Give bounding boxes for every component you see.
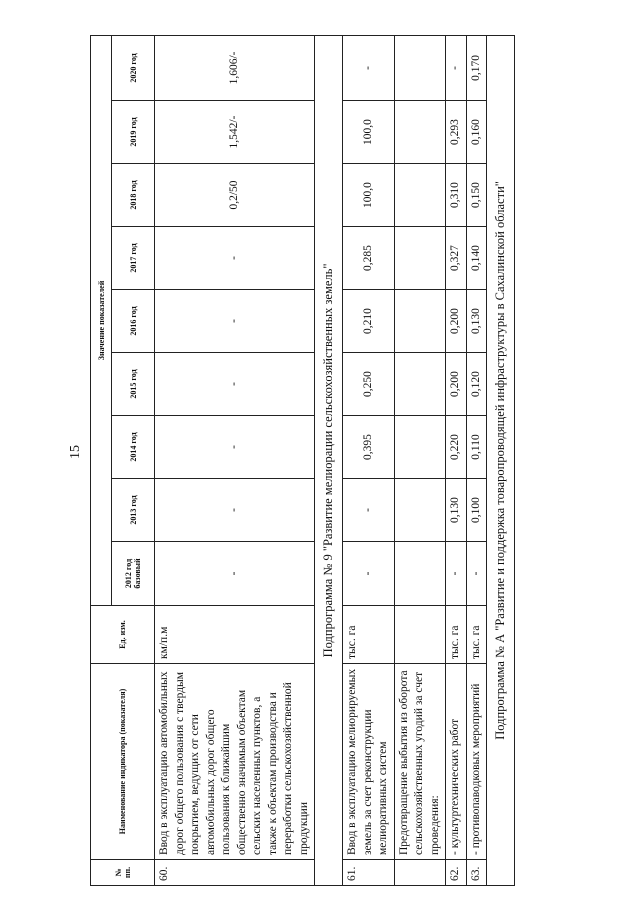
subprogram-row: [315, 35, 343, 885]
row-number: 61.: [343, 860, 395, 886]
unit-cell: км/п.м: [155, 606, 315, 664]
indicator-name: - культуртехнических работ: [446, 664, 467, 860]
table-row: [394, 35, 446, 885]
row-number: 63.: [466, 860, 487, 886]
value-cell: -: [155, 353, 315, 416]
value-cell: 0,2/50: [155, 164, 315, 227]
header-year: 2012 год базовый: [112, 542, 155, 606]
value-cell: [394, 164, 446, 227]
indicator-name: Ввод в эксплуатацию мелиорируемых земель за счет реконструкции мелиоративных систем: [343, 664, 395, 860]
row-number: 60.: [155, 860, 315, 886]
indicator-name: Предотвращение выбытия из оборота сельскохозяйственных угодий за счет проведения:: [394, 664, 446, 860]
value-cell: -: [155, 290, 315, 353]
header-year: 2013 год: [112, 479, 155, 542]
value-cell: 0,170: [466, 35, 487, 100]
header-no: № пп.: [91, 860, 155, 886]
value-cell: [394, 353, 446, 416]
indicator-name: Ввод в эксплуатацию автомобильных дорог общего пользования с твердым покрытием, ведущих от сети автомобильных дорог общего пользования к ближайшим общественно значимым объектам сельских населенных пунктов, а также к объектам производства и переработки сельскохозяйственной продукции: [155, 664, 315, 860]
value-cell: 0,200: [446, 290, 467, 353]
value-cell: 0,285: [343, 227, 395, 290]
value-cell: 0,100: [466, 479, 487, 542]
header-unit: Ед. изм.: [91, 606, 155, 664]
subprogram-row: [487, 35, 515, 885]
value-cell: 0,130: [466, 290, 487, 353]
unit-cell: тыс. га: [446, 606, 467, 664]
value-cell: -: [155, 416, 315, 479]
value-cell: 0,200: [446, 353, 467, 416]
table-row: [446, 35, 467, 885]
header-year: 2015 год: [112, 353, 155, 416]
header-year: 2019 год: [112, 101, 155, 164]
indicator-table: [90, 35, 515, 886]
unit-cell: тыс. га: [343, 606, 395, 664]
value-cell: -: [446, 542, 467, 606]
value-cell: -: [343, 542, 395, 606]
value-cell: 0,250: [343, 353, 395, 416]
header-year: 2014 год: [112, 416, 155, 479]
subprogram-title: Подпрограмма № 9 "Развитие мелиорации сельскохозяйственных земель": [315, 35, 343, 885]
value-cell: -: [466, 542, 487, 606]
page-number: 15: [68, 445, 83, 459]
value-cell: 100,0: [343, 101, 395, 164]
value-cell: 1,542/-: [155, 101, 315, 164]
value-cell: [394, 227, 446, 290]
value-cell: -: [155, 542, 315, 606]
value-cell: 0,210: [343, 290, 395, 353]
value-cell: [394, 416, 446, 479]
value-cell: -: [343, 479, 395, 542]
value-cell: -: [343, 35, 395, 100]
header-values: Значение показателей: [91, 35, 112, 605]
unit-cell: тыс. га: [466, 606, 487, 664]
value-cell: 0,150: [466, 164, 487, 227]
value-cell: 0,120: [466, 353, 487, 416]
table-row: [343, 35, 395, 885]
row-number: [394, 860, 446, 886]
value-cell: 0,293: [446, 101, 467, 164]
value-cell: 1,606/-: [155, 35, 315, 100]
value-cell: -: [446, 35, 467, 100]
unit-cell: [394, 606, 446, 664]
rotated-sheet: [90, 36, 550, 886]
indicator-name: - противопаводковых мероприятий: [466, 664, 487, 860]
value-cell: [394, 290, 446, 353]
table-row: [466, 35, 487, 885]
value-cell: 0,220: [446, 416, 467, 479]
value-cell: [394, 101, 446, 164]
header-name: Наименование индикатора (показателя): [91, 664, 155, 860]
row-number: 62.: [446, 860, 467, 886]
value-cell: -: [155, 227, 315, 290]
value-cell: 0,140: [466, 227, 487, 290]
value-cell: 0,395: [343, 416, 395, 479]
value-cell: 100,0: [343, 164, 395, 227]
value-cell: 0,160: [466, 101, 487, 164]
value-cell: 0,310: [446, 164, 467, 227]
header-year: 2017 год: [112, 227, 155, 290]
header-year: 2016 год: [112, 290, 155, 353]
value-cell: 0,130: [446, 479, 467, 542]
value-cell: [394, 479, 446, 542]
value-cell: [394, 35, 446, 100]
value-cell: -: [155, 479, 315, 542]
value-cell: 0,110: [466, 416, 487, 479]
header-year: 2018 год: [112, 164, 155, 227]
header-year: 2020 год: [112, 35, 155, 100]
subprogram-title: Подпрограмма № А "Развитие и поддержка товаропроводящей инфраструктуры в Сахалинской области": [487, 35, 515, 885]
value-cell: 0,327: [446, 227, 467, 290]
value-cell: [394, 542, 446, 606]
table-row: [155, 35, 315, 885]
